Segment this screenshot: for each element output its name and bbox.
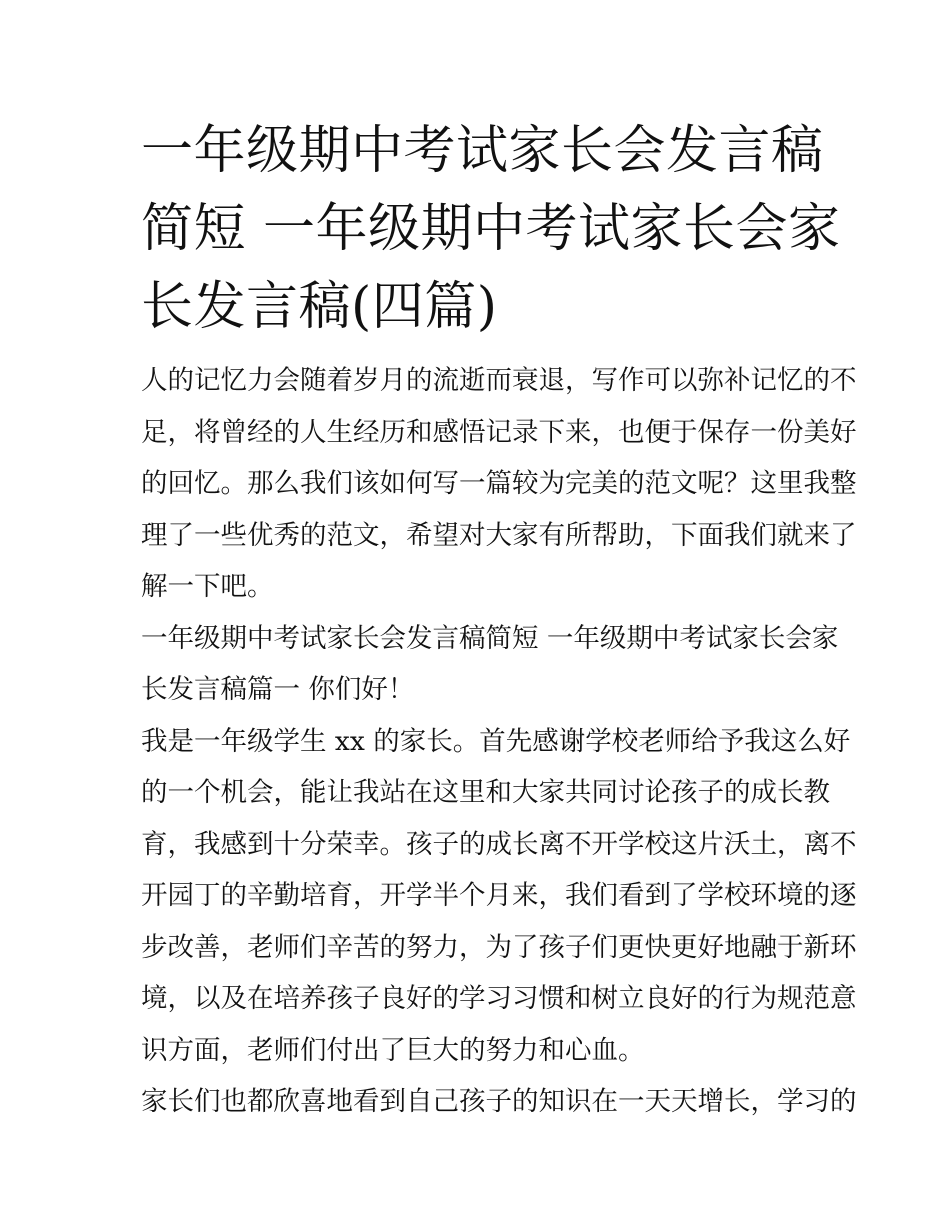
speech-paragraph (141, 1076, 857, 1128)
text-line: 境，以及在培养孩子良好的学习习惯和树立良好的行为规范意 (141, 983, 857, 1014)
title-line: 简短 一年级期中考试家长会家 (141, 199, 841, 259)
text-line: 的一个机会，能让我站在这里和大家共同讨论孩子的成长教 (141, 777, 830, 808)
title-line: 一年级期中考试家长会发言稿 (141, 121, 824, 181)
text-line: 人的记忆力会随着岁月的流逝而衰退，写作可以弥补记忆的不 (141, 365, 857, 396)
text-line: 步改善，老师们辛苦的努力，为了孩子们更快更好地融于新环 (141, 931, 857, 963)
text-line: 一年级期中考试家长会发言稿简短 一年级期中考试家长会家 (141, 622, 839, 654)
text-line: 家长们也都欣喜地看到自己孩子的知识在一天天增长，学习的 (141, 1086, 857, 1117)
document-body (141, 355, 857, 1128)
document-title (141, 112, 841, 346)
speech-paragraph (141, 716, 857, 1077)
text-line: 长发言稿篇一 你们好！ (141, 674, 415, 705)
section-heading-paragraph (141, 613, 839, 716)
text-line: 开园丁的辛勤培育，开学半个月来，我们看到了学校环境的逐 (141, 880, 857, 911)
text-line: 理了一些优秀的范文，希望对大家有所帮助，下面我们就来了 (141, 519, 857, 551)
intro-paragraph (141, 355, 857, 613)
text-line: 我是一年级学生 xx 的家长。首先感谢学校老师给予我这么好 (141, 725, 851, 757)
text-line: 足，将曾经的人生经历和感悟记录下来，也便于保存一份美好 (141, 416, 857, 448)
text-line: 识方面，老师们付出了巨大的努力和心血。 (141, 1034, 645, 1066)
text-line: 育，我感到十分荣幸。孩子的成长离不开学校这片沃土，离不 (141, 828, 857, 860)
title-line: 长发言稿(四篇) (141, 277, 498, 337)
text-line: 解一下吧。 (141, 571, 274, 602)
text-line: 的回忆。那么我们该如何写一篇较为完美的范文呢？这里我整 (141, 468, 857, 499)
